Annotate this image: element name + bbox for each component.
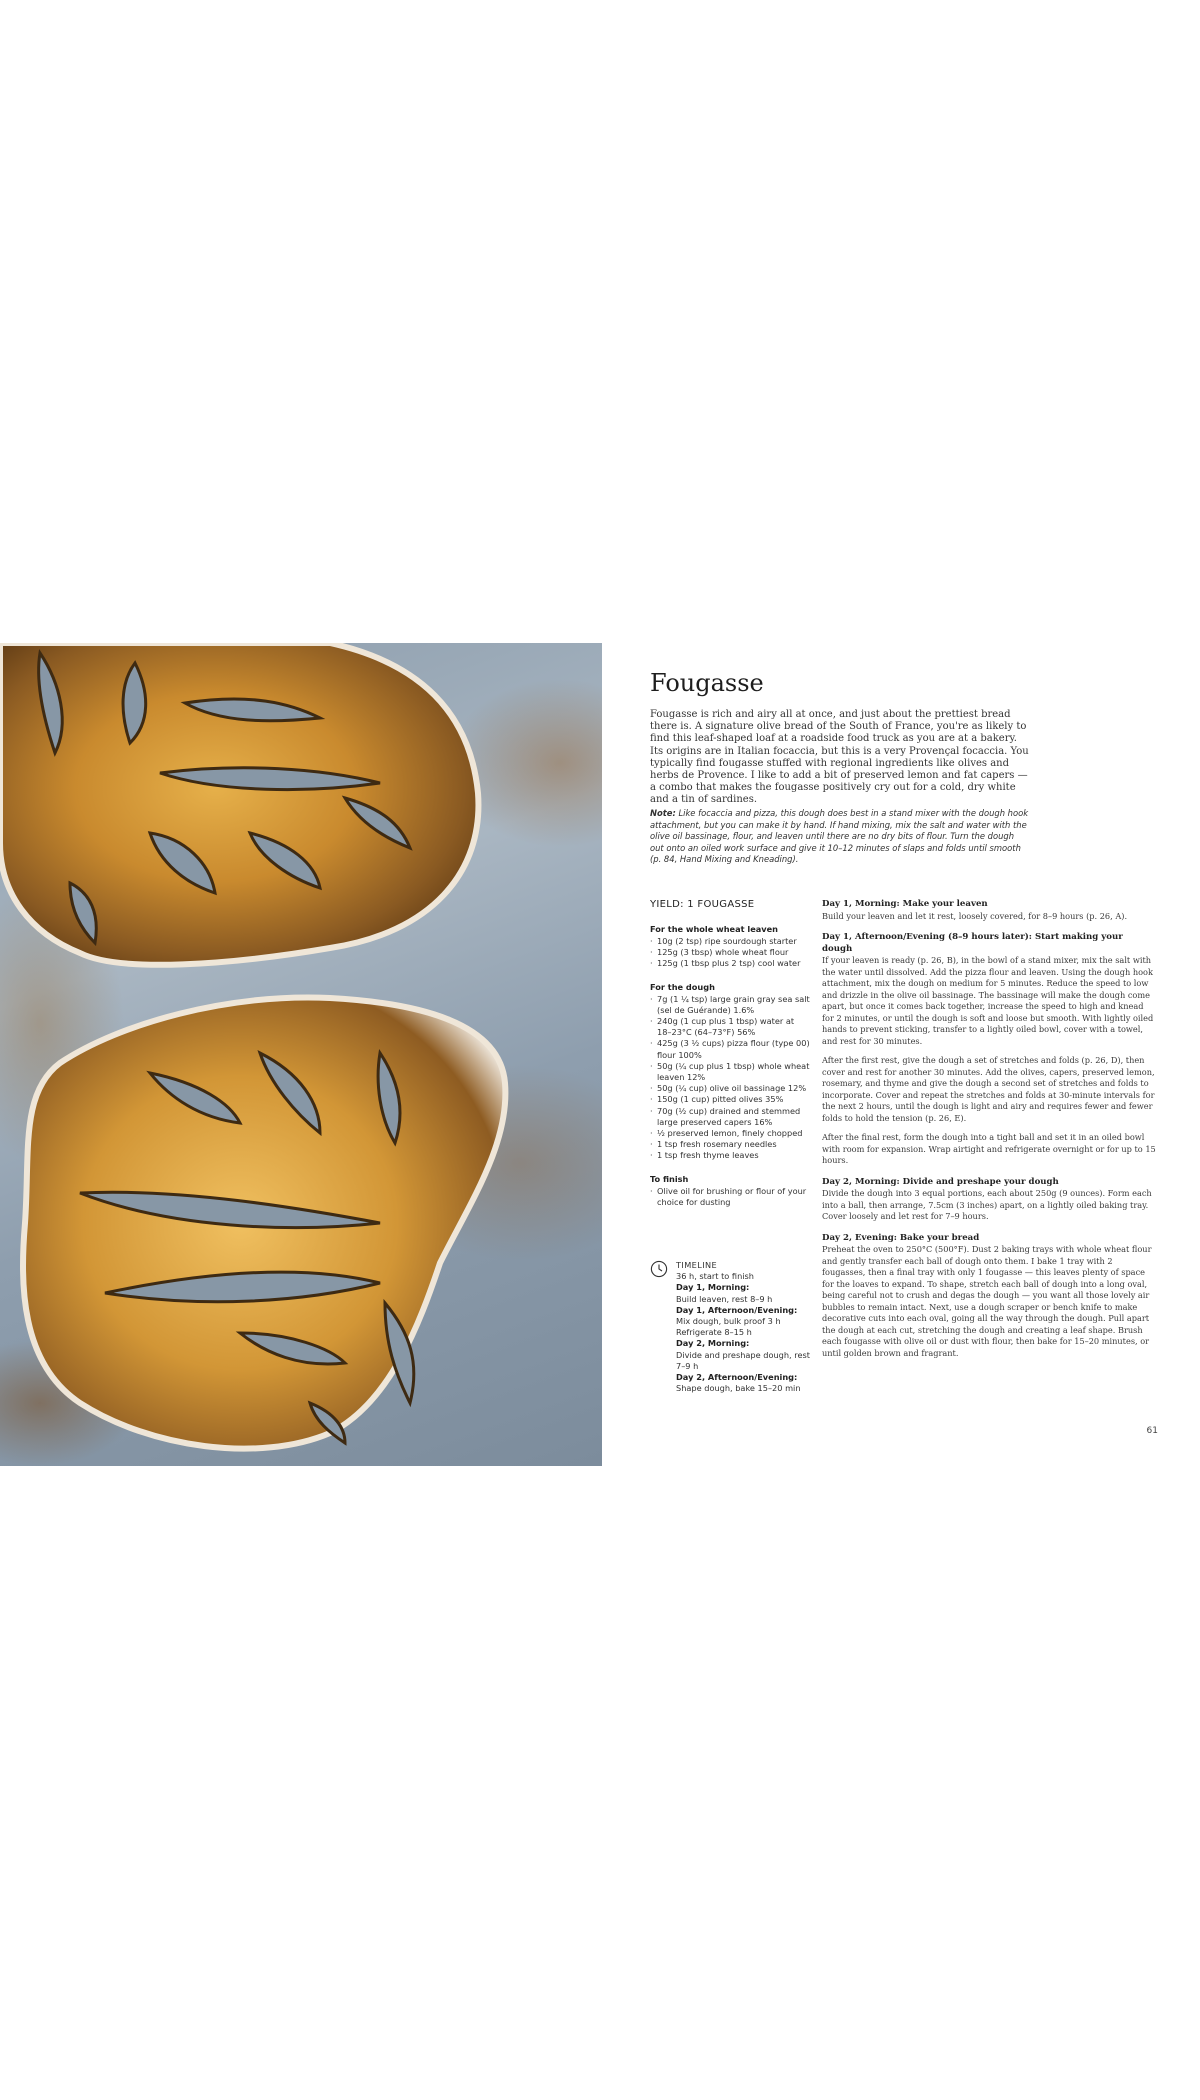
ingredient-item: · 240g (1 cup plus 1 tbsp) water at 18–23°C (64–73°F) 56% bbox=[650, 1016, 810, 1038]
timeline-line: Shape dough, bake 15–20 min bbox=[676, 1383, 801, 1394]
recipe-title: Fougasse bbox=[650, 669, 764, 697]
recipe-page bbox=[650, 643, 1170, 1466]
method-step bbox=[822, 1177, 1156, 1223]
book-spread bbox=[0, 643, 1200, 1466]
fougasse-illustration bbox=[0, 643, 602, 1466]
recipe-yield: YIELD: 1 FOUGASSE bbox=[650, 899, 755, 910]
timeline-line: Mix dough, bulk proof 3 h bbox=[676, 1316, 781, 1327]
ingredient-group bbox=[650, 1174, 810, 1208]
ingredient-list bbox=[650, 1186, 810, 1208]
timeline-label: Day 2, Afternoon/Evening: bbox=[676, 1372, 798, 1383]
timeline-label: Day 1, Afternoon/Evening: bbox=[676, 1304, 798, 1315]
recipe-note bbox=[650, 808, 1030, 866]
ingredient-item: · 10g (2 tsp) ripe sourdough starter bbox=[650, 936, 810, 947]
method-step-heading: Day 2, Morning: Divide and preshape your dough bbox=[822, 1176, 1059, 1187]
ingredient-item: · 50g (¼ cup plus 1 tbsp) whole wheat leaven 12% bbox=[650, 1061, 810, 1083]
method-paragraph: Preheat the oven to 250°C (500°F). Dust 2 baking trays with whole wheat flour and gently transfer each ball of dough onto them. I bake 1 tray with 2 fougasses, then a final tray with only 1 fougasse — this leaves plenty of space for the loaves to expand. To shape, stretch each ball of dough into a long oval, being careful not to crush and degas the dough — you want all those lovely air bubbles to remain intact. Next, use a dough scraper or bench knife to make decorative cuts into each oval, going all the way through the dough. Pull apart the dough at each cut, stretching the dough and creating a leaf shape. Brush each fougasse with olive oil or dust with flour, then bake for 15–20 minutes, or until golden brown and fragrant. bbox=[822, 1244, 1152, 1358]
timeline-body bbox=[676, 1260, 811, 1394]
ingredients-column bbox=[650, 899, 810, 1220]
ingredient-item: · Olive oil for brushing or flour of your choice for dusting bbox=[650, 1186, 810, 1208]
timeline-line: Refrigerate 8–15 h bbox=[676, 1327, 752, 1338]
ingredient-item: · 150g (1 cup) pitted olives 35% bbox=[650, 1094, 810, 1105]
ingredient-item: · 1 tsp fresh rosemary needles bbox=[650, 1139, 810, 1150]
method-paragraph: After the final rest, form the dough into a tight ball and set it in an oiled bowl with room for expansion. Wrap airtight and refrigerate overnight or for up to 15 hours. bbox=[822, 1132, 1156, 1165]
method-step bbox=[822, 899, 1156, 922]
clock-icon bbox=[650, 1260, 668, 1278]
page-number: 61 bbox=[1146, 1426, 1158, 1436]
recipe-intro: Fougasse is rich and airy all at once, and just about the prettiest bread there is. A signature olive bread of the South of France, you're as likely to find this leaf-shaped loaf at a roadside food truck as you are at a bakery. Its origins are in Italian focaccia, but this is a very Provençal focaccia. You typically find fougasse stuffed with regional ingredients like olives and herbs de Provence. I like to add a bit of preserved lemon and fat capers — a combo that makes the fougasse positively cry out for a cold, dry white and a tin of sardines. bbox=[650, 709, 1029, 806]
ingredient-item: · 425g (3 ½ cups) pizza flour (type 00) flour 100% bbox=[650, 1038, 810, 1060]
ingredient-list bbox=[650, 936, 810, 970]
ingredient-group bbox=[650, 924, 810, 970]
ingredient-group-heading: For the whole wheat leaven bbox=[650, 924, 778, 934]
method-paragraph: If your leaven is ready (p. 26, B), in the bowl of a stand mixer, mix the salt with the water until dissolved. Add the pizza flour and leaven. Using the dough hook attachment, mix the dough on medium for 5 minutes. Reduce the speed to low and drizzle in the olive oil bassinage. The bassinage will make the dough come apart, but once it comes back together, increase the speed to high and knead for 2 minutes, or until the dough is soft and loose but smooth. With lightly oiled hands to prevent sticking, transfer to a lightly oiled bowl, cover with a towel, and rest for 30 minutes. bbox=[822, 955, 1154, 1046]
ingredient-item: · 7g (1 ¼ tsp) large grain gray sea salt (sel de Guérande) 1.6% bbox=[650, 994, 810, 1016]
method-column bbox=[822, 899, 1156, 1369]
timeline-label: Day 2, Morning: bbox=[676, 1338, 750, 1349]
loaf-top bbox=[0, 643, 478, 965]
method-step-heading: Day 2, Evening: Bake your bread bbox=[822, 1232, 980, 1243]
ingredient-item: · 125g (3 tbsp) whole wheat flour bbox=[650, 947, 810, 958]
ingredient-item: · 50g (¼ cup) olive oil bassinage 12% bbox=[650, 1083, 810, 1094]
note-label: Note: bbox=[650, 808, 676, 818]
ingredient-item: · 70g (½ cup) drained and stemmed large preserved capers 16% bbox=[650, 1106, 810, 1128]
method-paragraph: After the first rest, give the dough a set of stretches and folds (p. 26, D), then cover and rest for another 30 minutes. Add the olives, capers, preserved lemon, rosemary, and thyme and give the dough a second set of stretches and folds to incorporate. Cover and repeat the stretches and folds at 30-minute intervals for the next 2 hours, until the dough is light and airy and requires fewer and fewer folds to hold the tension (p. 26, E). bbox=[822, 1055, 1155, 1123]
ingredient-item: · 1 tsp fresh thyme leaves bbox=[650, 1150, 810, 1161]
timeline-line: 36 h, start to finish bbox=[676, 1271, 754, 1282]
timeline-line: Build leaven, rest 8–9 h bbox=[676, 1293, 773, 1304]
timeline-lines bbox=[676, 1271, 811, 1394]
timeline-line: Divide and preshape dough, rest 7–9 h bbox=[676, 1349, 810, 1371]
ingredient-group-heading: For the dough bbox=[650, 981, 715, 992]
method-step-heading: Day 1, Morning: Make your leaven bbox=[822, 899, 988, 909]
ingredient-item: · ½ preserved lemon, finely chopped bbox=[650, 1128, 810, 1139]
timeline-label: Day 1, Morning: bbox=[676, 1282, 750, 1293]
note-text: Like focaccia and pizza, this dough does best in a stand mixer with the dough hook attachment, but you can make it by hand. If hand mixing, mix the salt and water with the olive oil bassinage, flour, and leaven until there are no dry bits of flour. Turn the dough out onto an oiled work surface and give it 10–12 minutes of slaps and folds until smooth (p. 84, Hand Mixing and Kneading). bbox=[650, 808, 1029, 865]
ingredient-groups bbox=[650, 924, 810, 1208]
method-step bbox=[822, 932, 1156, 1167]
ingredient-list bbox=[650, 994, 810, 1162]
method-paragraph: Divide the dough into 3 equal portions, each about 250g (9 ounces). Form each into a ball, then arrange, 7.5cm (3 inches) apart, on a lightly oiled baking tray. Cover loosely and let rest for 7–9 hours. bbox=[822, 1188, 1152, 1221]
ingredient-group bbox=[650, 982, 810, 1162]
timeline-title: TIMELINE bbox=[676, 1260, 718, 1270]
fougasse-photo bbox=[0, 643, 602, 1466]
method-step bbox=[822, 1233, 1156, 1360]
ingredient-item: · 125g (1 tbsp plus 2 tsp) cool water bbox=[650, 958, 810, 969]
timeline-box bbox=[650, 1260, 810, 1410]
ingredient-group-heading: To finish bbox=[650, 1173, 689, 1184]
method-step-heading: Day 1, Afternoon/Evening (8–9 hours later): Start making your dough bbox=[822, 932, 1123, 954]
method-paragraph: Build your leaven and let it rest, loosely covered, for 8–9 hours (p. 26, A). bbox=[822, 910, 1128, 921]
